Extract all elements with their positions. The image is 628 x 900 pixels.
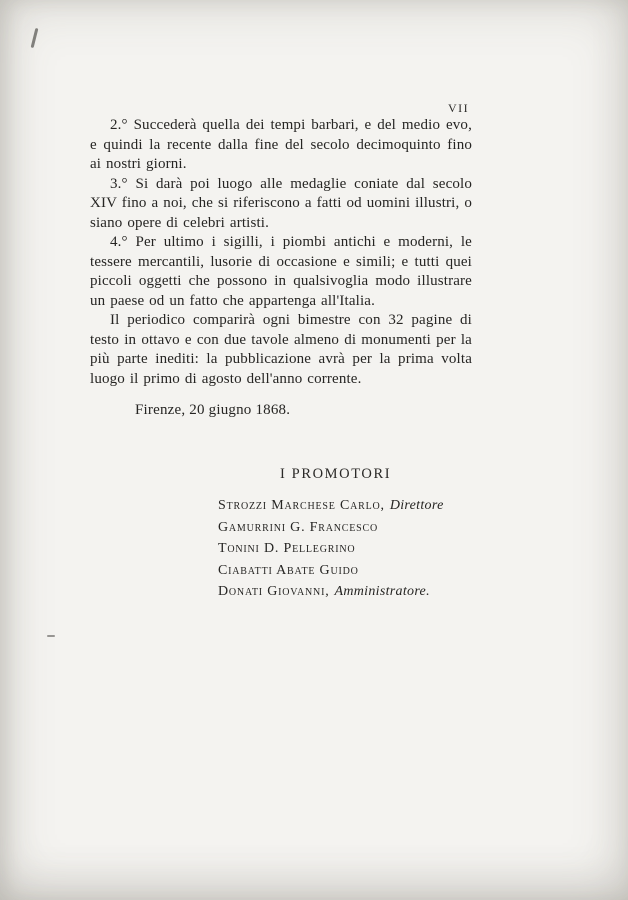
promoter-row — [218, 495, 472, 517]
page-number: VII — [448, 101, 470, 115]
scan-artifact — [47, 635, 55, 637]
paragraph: 2.° Succederà quella dei tempi barbari, e del medio evo, e quindi la recente dalla fine del secolo decimoquinto fino ai nostri giorni. — [90, 117, 472, 172]
promotori-heading: I PROMOTORI — [280, 466, 392, 482]
promoter-row — [218, 538, 472, 560]
promoter-name: Gamurrini G. Francesco — [218, 519, 379, 535]
promoter-row — [218, 581, 472, 603]
promoter-list — [218, 495, 472, 603]
text-block — [90, 116, 472, 603]
promoter-role: Direttore — [389, 498, 444, 513]
promoter-name: Donati Giovanni, — [218, 584, 330, 599]
promoter-name: Tonini D. Pellegrino — [218, 541, 356, 556]
paragraph: 4.° Per ultimo i sigilli, i piombi antichi e moderni, le tessere mercantili, lusorie di occasione e simili; e tutti quei piccoli oggetti che possono in qualsivoglia modo illustrare un paese od un fatto che appartenga all'Italia. — [90, 234, 472, 309]
promoter-name: Ciabatti Abate Guido — [218, 562, 359, 578]
promoter-row — [218, 517, 472, 539]
promoter-name: Strozzi Marchese Carlo, — [218, 498, 385, 513]
paragraph: 3.° Si darà poi luogo alle medaglie coniate dal secolo XIV fino a noi, che si riferiscono a fatti od uomini illustri, o siano opere di celebri artisti. — [90, 175, 472, 231]
paragraph: Il periodico comparirà ogni bimestre con 32 pagine di testo in ottavo e con due tavole almeno di monumenti per la più parte inediti: la pubblicazione avrà per la prima volta luogo il primo di agosto dell'anno corrente. — [90, 312, 472, 387]
promoter-row — [218, 560, 472, 582]
scan-artifact — [31, 28, 39, 48]
promotori-section — [90, 466, 472, 603]
dateline: Firenze, 20 giugno 1868. — [135, 402, 291, 418]
promoter-role: Amministratore. — [334, 584, 430, 599]
